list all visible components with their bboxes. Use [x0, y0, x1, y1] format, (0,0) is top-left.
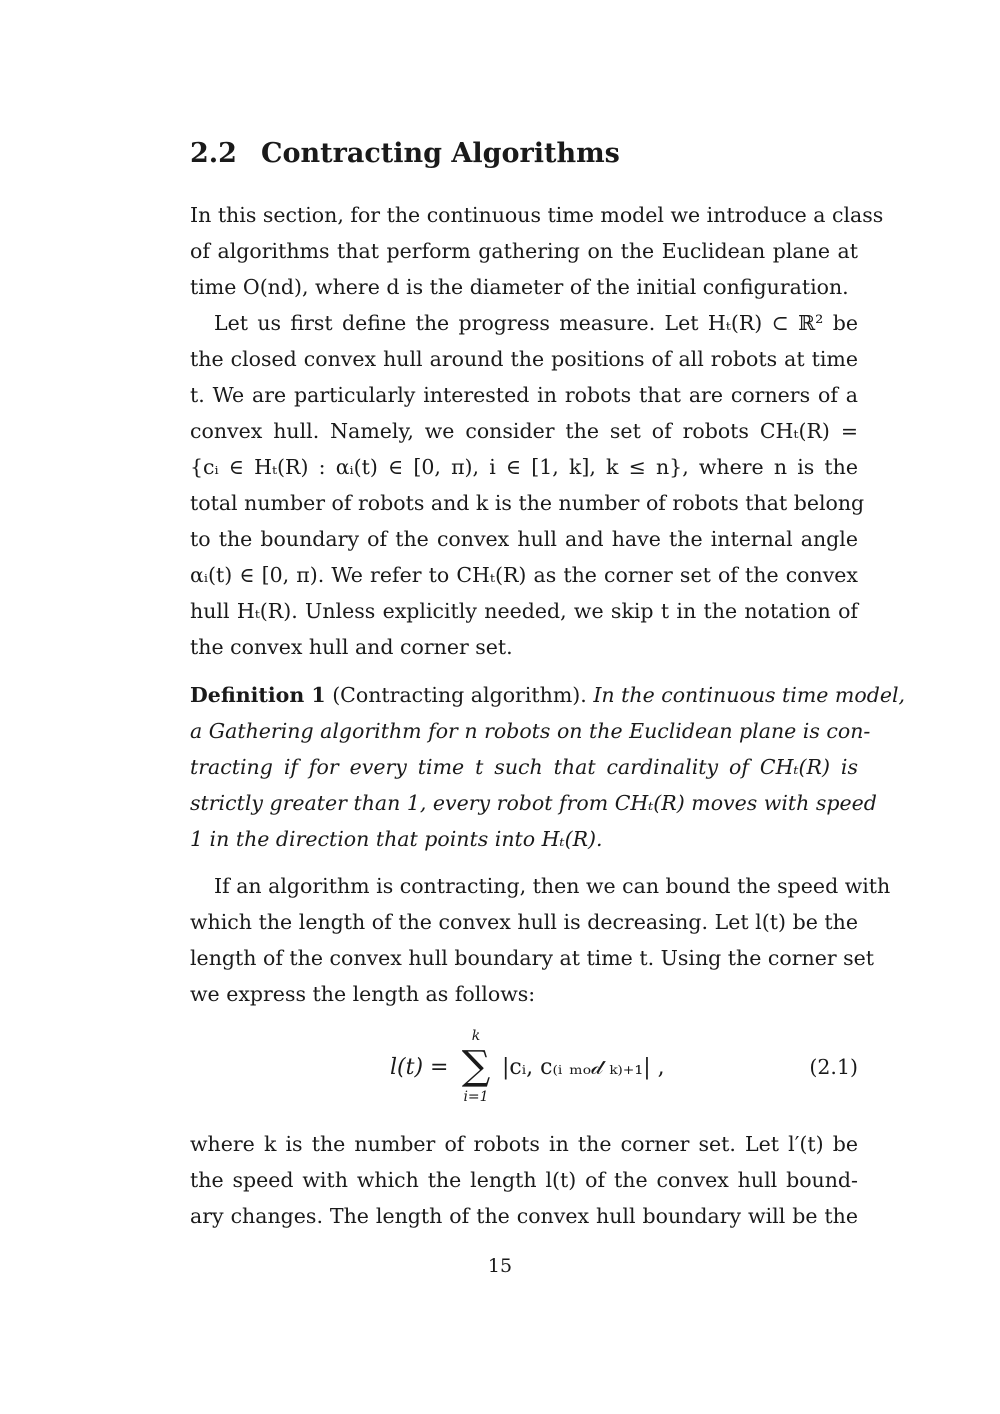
sum-symbol: ∑ — [461, 1043, 491, 1089]
text-line: a Gathering algorithm for n robots on the Euclidean plane is con- — [190, 719, 871, 743]
text-line: to the boundary of the convex hull and have the internal angle — [190, 527, 858, 551]
text-line: αᵢ(t) ∈ [0, π). We refer to CHₜ(R) as the corner set of the convex — [190, 563, 858, 587]
text-line: hull Hₜ(R). Unless explicitly needed, we skip t in the notation of — [190, 599, 858, 623]
text-line: t. We are particularly interested in robots that are corners of a — [190, 383, 858, 407]
sum-upper-limit: k — [471, 1028, 481, 1044]
text-line: the speed with which the length l(t) of the convex hull bound- — [190, 1168, 858, 1192]
equation-number: (2.1) — [809, 1055, 858, 1079]
text-line: which the length of the convex hull is decreasing. Let l(t) be the — [190, 910, 858, 934]
text-line: strictly greater than 1, every robot from CHₜ(R) moves with speed — [190, 791, 877, 815]
section-number: 2.2 — [190, 138, 237, 169]
definition-text: In the continuous time model, — [593, 683, 906, 707]
text-line: tracting if for every time t such that cardinality of CHₜ(R) is — [190, 755, 858, 779]
text-line: Let us first define the progress measure. Let Hₜ(R) ⊂ ℝ² be — [214, 311, 858, 335]
paragraph-progress-measure — [190, 305, 865, 665]
paragraph-intro — [190, 197, 884, 305]
section-title: Contracting Algorithms — [261, 138, 620, 169]
text-line: {cᵢ ∈ Hₜ(R) : αᵢ(t) ∈ [0, π), i ∈ [1, k], k ≤ n}, where n is the — [190, 455, 858, 479]
equation-lhs: l(t) = — [390, 1055, 449, 1080]
text-line: total number of robots and k is the number of robots that belong — [190, 491, 865, 515]
paragraph-contracting — [190, 868, 891, 1012]
text-line: we express the length as follows: — [190, 982, 536, 1006]
paragraph-speed — [190, 1126, 858, 1234]
page-number: 15 — [487, 1255, 513, 1277]
definition-label: Definition 1 — [190, 683, 326, 707]
text-line: In this section, for the continuous time model we introduce a class — [190, 203, 884, 227]
equation-2-1 — [190, 1028, 858, 1118]
definition-block — [190, 677, 906, 857]
text-line: 1 in the direction that points into Hₜ(R). — [190, 827, 603, 851]
equation-rhs: |cᵢ, c₍ᵢ ₘₒ𝒹 ₖ₎₊₁| , — [502, 1055, 665, 1080]
text-line: convex hull. Namely, we consider the set of robots CHₜ(R) = — [190, 419, 858, 443]
text-line: time O(nd), where d is the diameter of the initial configuration. — [190, 275, 849, 299]
section-heading — [190, 134, 620, 174]
text-line: of algorithms that perform gathering on the Euclidean plane at — [190, 239, 858, 263]
text-line: where k is the number of robots in the corner set. Let l′(t) be — [190, 1132, 858, 1156]
text-line: length of the convex hull boundary at time t. Using the corner set — [190, 946, 875, 970]
sum-lower-limit: i=1 — [463, 1089, 489, 1105]
text-line: ary changes. The length of the convex hull boundary will be the — [190, 1204, 858, 1228]
definition-name: (Contracting algorithm). — [332, 683, 587, 707]
text-line — [190, 677, 906, 713]
summation — [456, 1028, 496, 1106]
text-line: the closed convex hull around the positions of all robots at time — [190, 347, 858, 371]
text-line: the convex hull and corner set. — [190, 635, 513, 659]
text-line: If an algorithm is contracting, then we can bound the speed with — [214, 874, 891, 898]
